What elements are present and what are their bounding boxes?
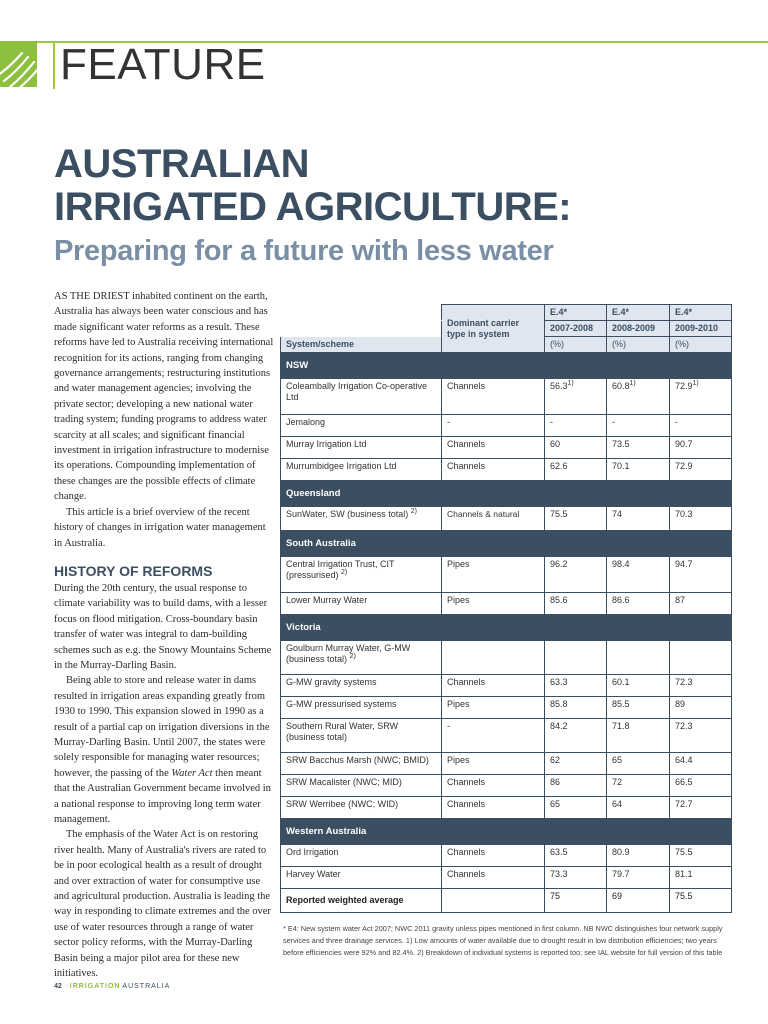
efficiency-value [670, 889, 732, 913]
table-row [281, 675, 732, 697]
carrier-type: - [442, 719, 545, 753]
scheme-name [281, 557, 442, 593]
table-row [281, 379, 732, 415]
scheme-name-text: Murrumbidgee Irrigation Ltd [286, 461, 397, 471]
efficiency-value [607, 437, 670, 459]
efficiency-value [545, 437, 607, 459]
efficiency-value [607, 675, 670, 697]
efficiency-value [607, 415, 670, 437]
efficiency-value [607, 719, 670, 753]
scheme-name-text: Lower Murray Water [286, 595, 368, 605]
feature-rule [53, 41, 55, 89]
efficiency-value-text: 63.5 [550, 847, 568, 857]
efficiency-value [670, 641, 732, 675]
efficiency-value [670, 507, 732, 531]
table-row [281, 507, 732, 531]
region-row [281, 531, 732, 557]
carrier-type: Pipes [442, 557, 545, 593]
efficiency-table [280, 293, 732, 913]
scheme-name [281, 593, 442, 615]
efficiency-value [545, 557, 607, 593]
table-row [281, 845, 732, 867]
table-row [281, 797, 732, 819]
efficiency-value [545, 719, 607, 753]
header-system: System/scheme [281, 337, 442, 353]
footnote-ref: 2) [341, 569, 348, 576]
scheme-name [281, 415, 442, 437]
scheme-name [281, 697, 442, 719]
efficiency-value [670, 459, 732, 481]
region-name: Western Australia [281, 819, 442, 845]
efficiency-value [607, 797, 670, 819]
efficiency-value [607, 641, 670, 675]
paragraph-river-health: The emphasis of the Water Act is on restoring river health. Many of Australia's rivers are rated to be in poor ecological health as a result of drought and over extraction of water for consumptive use and agricultural production. Australia is leading the way in responding to climate extremes and the over use of water resources through a range of water sector policy reforms, with the Murray-Darling Basin being a major pilot area for these new initiatives. [54, 829, 271, 980]
scheme-name-text: Harvey Water [286, 869, 341, 879]
efficiency-value [670, 557, 732, 593]
region-cell [545, 615, 607, 641]
table-row [281, 437, 732, 459]
region-cell [545, 531, 607, 557]
region-row [281, 353, 732, 379]
region-cell [670, 531, 732, 557]
p4-text-a: Being able to store and release water in dams resulted in irrigation areas expanding greatly from 1930 to 1990. This expansion slowed in 1990 as a result of a partial cap on irrigation diversions in the Murray-Darling Basin. Until 2007, the states were solely responsible for managing water resources; however, the passing of the [54, 675, 270, 779]
region-name: Victoria [281, 615, 442, 641]
scheme-name [281, 675, 442, 697]
efficiency-value-text: 72.9 [675, 381, 693, 391]
region-cell [607, 531, 670, 557]
region-cell [607, 615, 670, 641]
efficiency-value [670, 719, 732, 753]
efficiency-value [545, 507, 607, 531]
efficiency-value-text: 75.5 [675, 847, 693, 857]
efficiency-value [545, 459, 607, 481]
footnote-ref: 1) [692, 380, 699, 387]
efficiency-value [670, 593, 732, 615]
efficiency-value-text: 72 [612, 777, 623, 787]
header-code-1: E.4* [545, 305, 607, 321]
header-code-2: E.4* [607, 305, 670, 321]
scheme-name [281, 797, 442, 819]
carrier-type: Channels [442, 437, 545, 459]
scheme-name [281, 889, 442, 913]
article-body [54, 289, 274, 981]
efficiency-value [545, 641, 607, 675]
table-row [281, 557, 732, 593]
efficiency-value-text: 72.3 [675, 677, 693, 687]
footnote-ref: 1) [567, 380, 574, 387]
subheadline: Preparing for a future with less water [54, 235, 554, 267]
paragraph-dams: During the 20th century, the usual response to climate variability was to build dams, with a lesser focus on flood mitigation. Cross-boundary basin transfer of water was integral to dam-building schemes such as e.g. the Snowy Mountains Scheme in the Murray-Darling Basin. [54, 582, 272, 671]
scheme-name [281, 867, 442, 889]
page-footer [54, 983, 170, 990]
efficiency-value-text: 72.3 [675, 721, 693, 731]
table-row [281, 867, 732, 889]
carrier-type: Pipes [442, 697, 545, 719]
efficiency-value-text: 65 [550, 799, 561, 809]
efficiency-value [607, 557, 670, 593]
table-caption-row [281, 293, 732, 305]
efficiency-value [545, 593, 607, 615]
footnote-ref: 2) [410, 508, 417, 515]
efficiency-value-text: 62 [550, 755, 561, 765]
efficiency-value [607, 753, 670, 775]
header-unit-1: (%) [545, 337, 607, 353]
efficiency-value-text: 96.2 [550, 559, 568, 569]
efficiency-value [607, 593, 670, 615]
table-row [281, 753, 732, 775]
efficiency-value [545, 675, 607, 697]
table-row [281, 459, 732, 481]
efficiency-value-text: 65 [612, 755, 623, 765]
efficiency-value [607, 379, 670, 415]
efficiency-value [545, 697, 607, 719]
region-cell [442, 819, 545, 845]
scheme-name-text: Southern Rural Water, SRW (business total) [286, 721, 399, 742]
region-cell [545, 819, 607, 845]
header-row-1 [281, 305, 732, 321]
table-footnote: * E4: New system water Act 2007; NWC 2011 gravity unless pipes mentioned in first column. NB NWC distinguishes four network supply services and three drainage services. 1) Low amounts of water available due to drought result in low distribution efficiencies; two years before efficiencies were 92% and 82.4%. 2) Breakdown of individual systems is reported too; see IAL website for full version of this table [283, 924, 723, 957]
efficiency-value [607, 867, 670, 889]
efficiency-value [670, 437, 732, 459]
paragraph-overview: This article is a brief overview of the recent history of changes in irrigation water management in Australia. [54, 506, 266, 549]
headline-line-1: AUSTRALIAN [54, 142, 309, 186]
region-row [281, 615, 732, 641]
header-unit-2: (%) [607, 337, 670, 353]
carrier-type: Channels [442, 797, 545, 819]
efficiency-value-text: 63.3 [550, 677, 568, 687]
footnote-ref: 1) [629, 380, 636, 387]
caption-spacer [281, 293, 442, 305]
efficiency-value [670, 379, 732, 415]
scheme-name [281, 379, 442, 415]
table-row [281, 775, 732, 797]
efficiency-value [607, 775, 670, 797]
efficiency-value-text: 85.8 [550, 699, 568, 709]
scheme-name-text: Reported weighted average [286, 895, 404, 905]
region-row [281, 481, 732, 507]
efficiency-value [607, 697, 670, 719]
table-row [281, 889, 732, 913]
efficiency-value [545, 797, 607, 819]
efficiency-value-text: 74 [612, 509, 623, 519]
scheme-name-text: Central Irrigation Trust, CIT (pressurised) [286, 559, 395, 580]
scheme-name-text: Jemalong [286, 417, 326, 427]
efficiency-value-text: 87 [675, 595, 686, 605]
water-act-emphasis: Water Act [171, 767, 213, 779]
efficiency-value-text: - [612, 417, 615, 427]
efficiency-value-text: 73.3 [550, 869, 568, 879]
efficiency-value [545, 775, 607, 797]
efficiency-value-text: 85.5 [612, 699, 630, 709]
efficiency-value-text: - [550, 417, 553, 427]
region-name: South Australia [281, 531, 442, 557]
efficiency-value-text: 70.3 [675, 509, 693, 519]
efficiency-value-text: 64 [612, 799, 623, 809]
scheme-name-text: SunWater, SW (business total) [286, 509, 409, 519]
carrier-type: Channels [442, 459, 545, 481]
efficiency-value [670, 775, 732, 797]
efficiency-value [607, 459, 670, 481]
region-cell [670, 615, 732, 641]
table-row [281, 593, 732, 615]
carrier-type: Pipes [442, 753, 545, 775]
carrier-type [442, 641, 545, 675]
scheme-name-text: Coleambally Irrigation Co-operative Ltd [286, 381, 428, 402]
efficiency-value-text: 71.8 [612, 721, 630, 731]
header-period-1: 2007-2008 [545, 321, 607, 337]
efficiency-value [607, 889, 670, 913]
region-cell [442, 353, 545, 379]
efficiency-value-text: 85.6 [550, 595, 568, 605]
efficiency-value [670, 845, 732, 867]
efficiency-value [670, 797, 732, 819]
header-unit-3: (%) [670, 337, 732, 353]
brand-irrigation: IRRIGATION [69, 983, 121, 990]
efficiency-value [545, 889, 607, 913]
efficiency-value-text: 69 [612, 891, 623, 901]
efficiency-value-text: 62.6 [550, 461, 568, 471]
efficiency-value-text: 81.1 [675, 869, 693, 879]
efficiency-value [545, 379, 607, 415]
efficiency-value [670, 753, 732, 775]
region-name: NSW [281, 353, 442, 379]
headline [54, 143, 571, 229]
region-cell [607, 353, 670, 379]
table-row [281, 697, 732, 719]
header-blank-2 [281, 321, 442, 337]
scheme-name [281, 459, 442, 481]
leaf-logo-icon [0, 41, 37, 87]
efficiency-value-text: 73.5 [612, 439, 630, 449]
scheme-name [281, 437, 442, 459]
scheme-name-text: G-MW gravity systems [286, 677, 377, 687]
efficiency-value [545, 867, 607, 889]
efficiency-value-text: - [675, 417, 678, 427]
efficiency-value [607, 507, 670, 531]
efficiency-value [545, 415, 607, 437]
efficiency-value-text: 56.3 [550, 381, 568, 391]
section-label: FEATURE [60, 40, 266, 89]
efficiency-value [607, 845, 670, 867]
scheme-name-text: SRW Macalister (NWC; MID) [286, 777, 402, 787]
efficiency-table-container [280, 293, 731, 913]
header-carrier: Dominant carrier type in system [442, 305, 545, 353]
efficiency-value-text: 86.6 [612, 595, 630, 605]
scheme-name [281, 719, 442, 753]
efficiency-value-text: 72.7 [675, 799, 693, 809]
p4-text-b: then meant that the Australian Government became involved in a national response to improving long term water management. [54, 767, 271, 825]
headline-line-2: IRRIGATED AGRICULTURE: [54, 185, 572, 229]
scheme-name [281, 845, 442, 867]
section-heading: HISTORY OF REFORMS [54, 562, 213, 579]
carrier-type: - [442, 415, 545, 437]
region-cell [545, 481, 607, 507]
scheme-name-text: Ord Irrigation [286, 847, 339, 857]
region-cell [670, 353, 732, 379]
region-cell [607, 819, 670, 845]
carrier-type: Channels [442, 845, 545, 867]
efficiency-value-text: 75.5 [550, 509, 568, 519]
brand-australia: AUSTRALIA [122, 983, 171, 990]
table-row [281, 719, 732, 753]
region-cell [442, 531, 545, 557]
efficiency-value [670, 697, 732, 719]
scheme-name-text: SRW Bacchus Marsh (NWC; BMID) [286, 755, 429, 765]
efficiency-value-text: 72.9 [675, 461, 693, 471]
efficiency-value [545, 753, 607, 775]
scheme-name-text: SRW Werribee (NWC; WID) [286, 799, 399, 809]
region-cell [442, 481, 545, 507]
header-code-3: E.4* [670, 305, 732, 321]
scheme-name-text: Murray Irrigation Ltd [286, 439, 367, 449]
scheme-name [281, 775, 442, 797]
table-row [281, 641, 732, 675]
table-caption: Table. Irrigation scheme distribution efficiencies, 2007 - 10 [442, 293, 732, 305]
header-period-2: 2008-2009 [607, 321, 670, 337]
footnote-ref: 2) [349, 653, 356, 660]
efficiency-value-text: 98.4 [612, 559, 630, 569]
efficiency-value-text: 94.7 [675, 559, 693, 569]
efficiency-value [670, 415, 732, 437]
efficiency-value [670, 675, 732, 697]
table-row [281, 415, 732, 437]
region-cell [545, 353, 607, 379]
page-number: 42 [54, 983, 62, 990]
efficiency-value-text: 90.7 [675, 439, 693, 449]
carrier-type: Pipes [442, 593, 545, 615]
efficiency-value-text: 60.8 [612, 381, 630, 391]
region-row [281, 819, 732, 845]
region-cell [607, 481, 670, 507]
scheme-name [281, 641, 442, 675]
efficiency-value-text: 89 [675, 699, 686, 709]
efficiency-value-text: 64.4 [675, 755, 693, 765]
carrier-type [442, 889, 545, 913]
paragraph-intro: AS THE DRIEST inhabited continent on the earth, Australia has always been water conscious and has made significant water reforms as a result. These reforms have led to Australia receiving international recognition for its actions, ranging from changing governance arrangements; restructuring institutions and water management agencies; involving the private sector; developing a new national water trading system; funding programs to address water scarcity at all scales; and significant financial investment in irrigation infrastructure to modernise its operations. Compounding implementation of these changes are the possible effects of climate change. [54, 291, 274, 503]
carrier-type: Channels [442, 775, 545, 797]
efficiency-value-text: 86 [550, 777, 561, 787]
region-cell [442, 615, 545, 641]
header-period-3: 2009-2010 [670, 321, 732, 337]
efficiency-value-text: 70.1 [612, 461, 630, 471]
efficiency-value-text: 66.5 [675, 777, 693, 787]
region-cell [670, 819, 732, 845]
region-name: Queensland [281, 481, 442, 507]
paragraph-water-act [54, 673, 274, 827]
efficiency-value [545, 845, 607, 867]
scheme-name [281, 753, 442, 775]
carrier-type: Channels & natural [442, 507, 545, 531]
carrier-type: Channels [442, 379, 545, 415]
efficiency-value-text: 75 [550, 891, 561, 901]
carrier-type: Channels [442, 675, 545, 697]
scheme-name [281, 507, 442, 531]
scheme-name-text: Goulburn Murray Water, G-MW (business total) [286, 643, 411, 664]
efficiency-value-text: 60 [550, 439, 561, 449]
efficiency-value-text: 80.9 [612, 847, 630, 857]
region-cell [670, 481, 732, 507]
efficiency-value-text: 79.7 [612, 869, 630, 879]
carrier-type: Channels [442, 867, 545, 889]
scheme-name-text: G-MW pressurised systems [286, 699, 397, 709]
efficiency-value-text: 60.1 [612, 677, 630, 687]
efficiency-value [670, 867, 732, 889]
efficiency-value-text: 75.5 [675, 891, 693, 901]
efficiency-value-text: 84.2 [550, 721, 568, 731]
header-blank [281, 305, 442, 321]
